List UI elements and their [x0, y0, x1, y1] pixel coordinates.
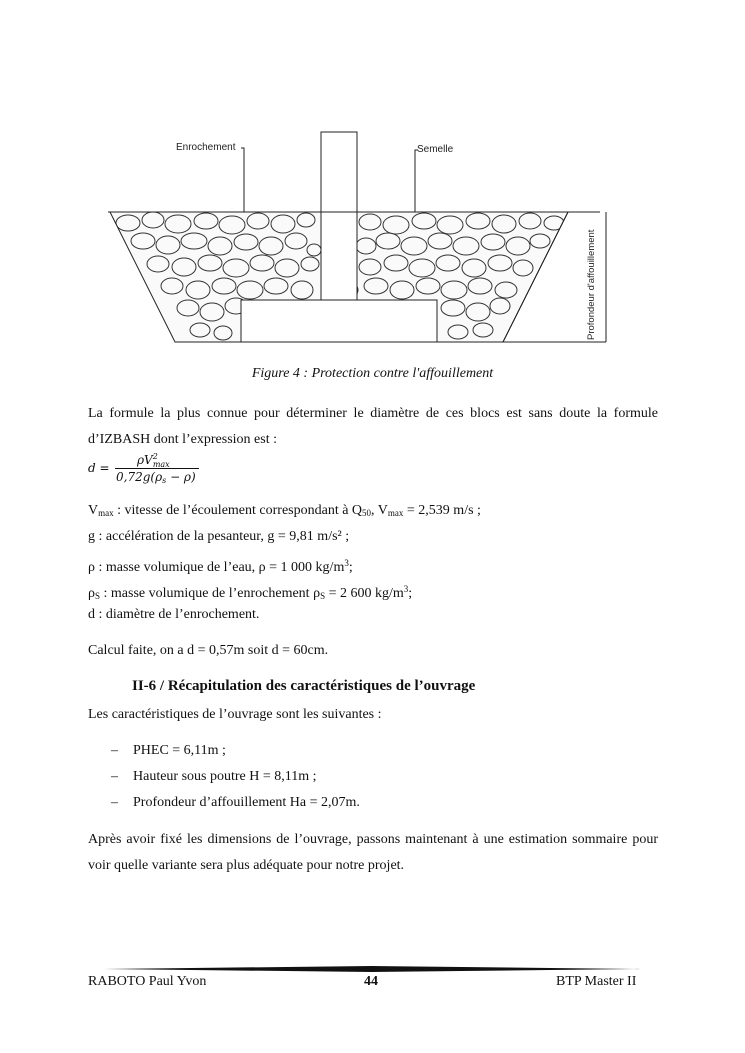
- label-profondeur: Profondeur d'affouillement: [586, 229, 597, 340]
- formula-denominator: $0,72g(\rho_s - \rho)$: [116, 470, 196, 485]
- section-heading: II-6 / Récapitulation des caractéristiques de l’ouvrage: [132, 678, 476, 694]
- var-d: d : diamètre de l’enrochement.: [88, 607, 260, 622]
- var-rho: ρ : masse volumique de l’eau, ρ = 1 000 $kg/m^3$;: [88, 558, 353, 575]
- label-enrochement: Enrochement: [176, 142, 236, 153]
- footer-rule: [104, 966, 641, 972]
- page-number: 44: [364, 974, 378, 989]
- footing: [241, 300, 437, 342]
- intro-paragraph: La formule la plus connue pour déterminer le diamètre de ces blocs est sans doute la formule d’IZBASH dont l’expression est :: [88, 406, 658, 447]
- var-g: g : accélération de la pesanteur, g = 9,81 m/s² ;: [88, 529, 350, 544]
- var-rhos: $\rho_S$ : masse volumique de l’enrochement $\rho_S = 2$ 600 $kg/m^3$;: [88, 584, 413, 601]
- label-semelle: Semelle: [417, 144, 454, 155]
- formula-fraction-bar: [115, 468, 199, 469]
- bullet-item: – Profondeur d’affouillement Ha = 2,07m.: [111, 795, 360, 810]
- formula-lhs: d =: [88, 461, 110, 475]
- affouillement-figure: [108, 128, 613, 348]
- formula-numerator: $\rho V^2_{max}$: [137, 452, 170, 469]
- conclusion-paragraph: Après avoir fixé les dimensions de l’ouvrage, passons maintenant à une estimation sommaire pour voir quelle variante sera plus adéquate pour notre projet.: [88, 832, 658, 873]
- list-intro: Les caractéristiques de l’ouvrage sont les suivantes :: [88, 707, 382, 722]
- result-line: Calcul faite, on a d = 0,57m soit d = 60cm.: [88, 643, 329, 658]
- footer-program: BTP Master II: [556, 974, 637, 989]
- pier-column: [321, 132, 357, 300]
- semelle-leader: [415, 150, 418, 212]
- enrochement-leader: [241, 148, 244, 212]
- bullet-item: – PHEC = 6,11m ;: [111, 743, 226, 758]
- figure-drawing: [108, 128, 613, 348]
- bullet-item: – Hauteur sous poutre H = 8,11m ;: [111, 769, 317, 784]
- var-vmax: $V_{max}$ : vitesse de l’écoulement correspondant à $Q_{50}$, $V_{max} = 2,539$ m/s ;: [88, 503, 481, 518]
- figure-caption: Figure 4 : Protection contre l'affouillement: [251, 366, 494, 381]
- footer-author: RABOTO Paul Yvon: [88, 974, 207, 989]
